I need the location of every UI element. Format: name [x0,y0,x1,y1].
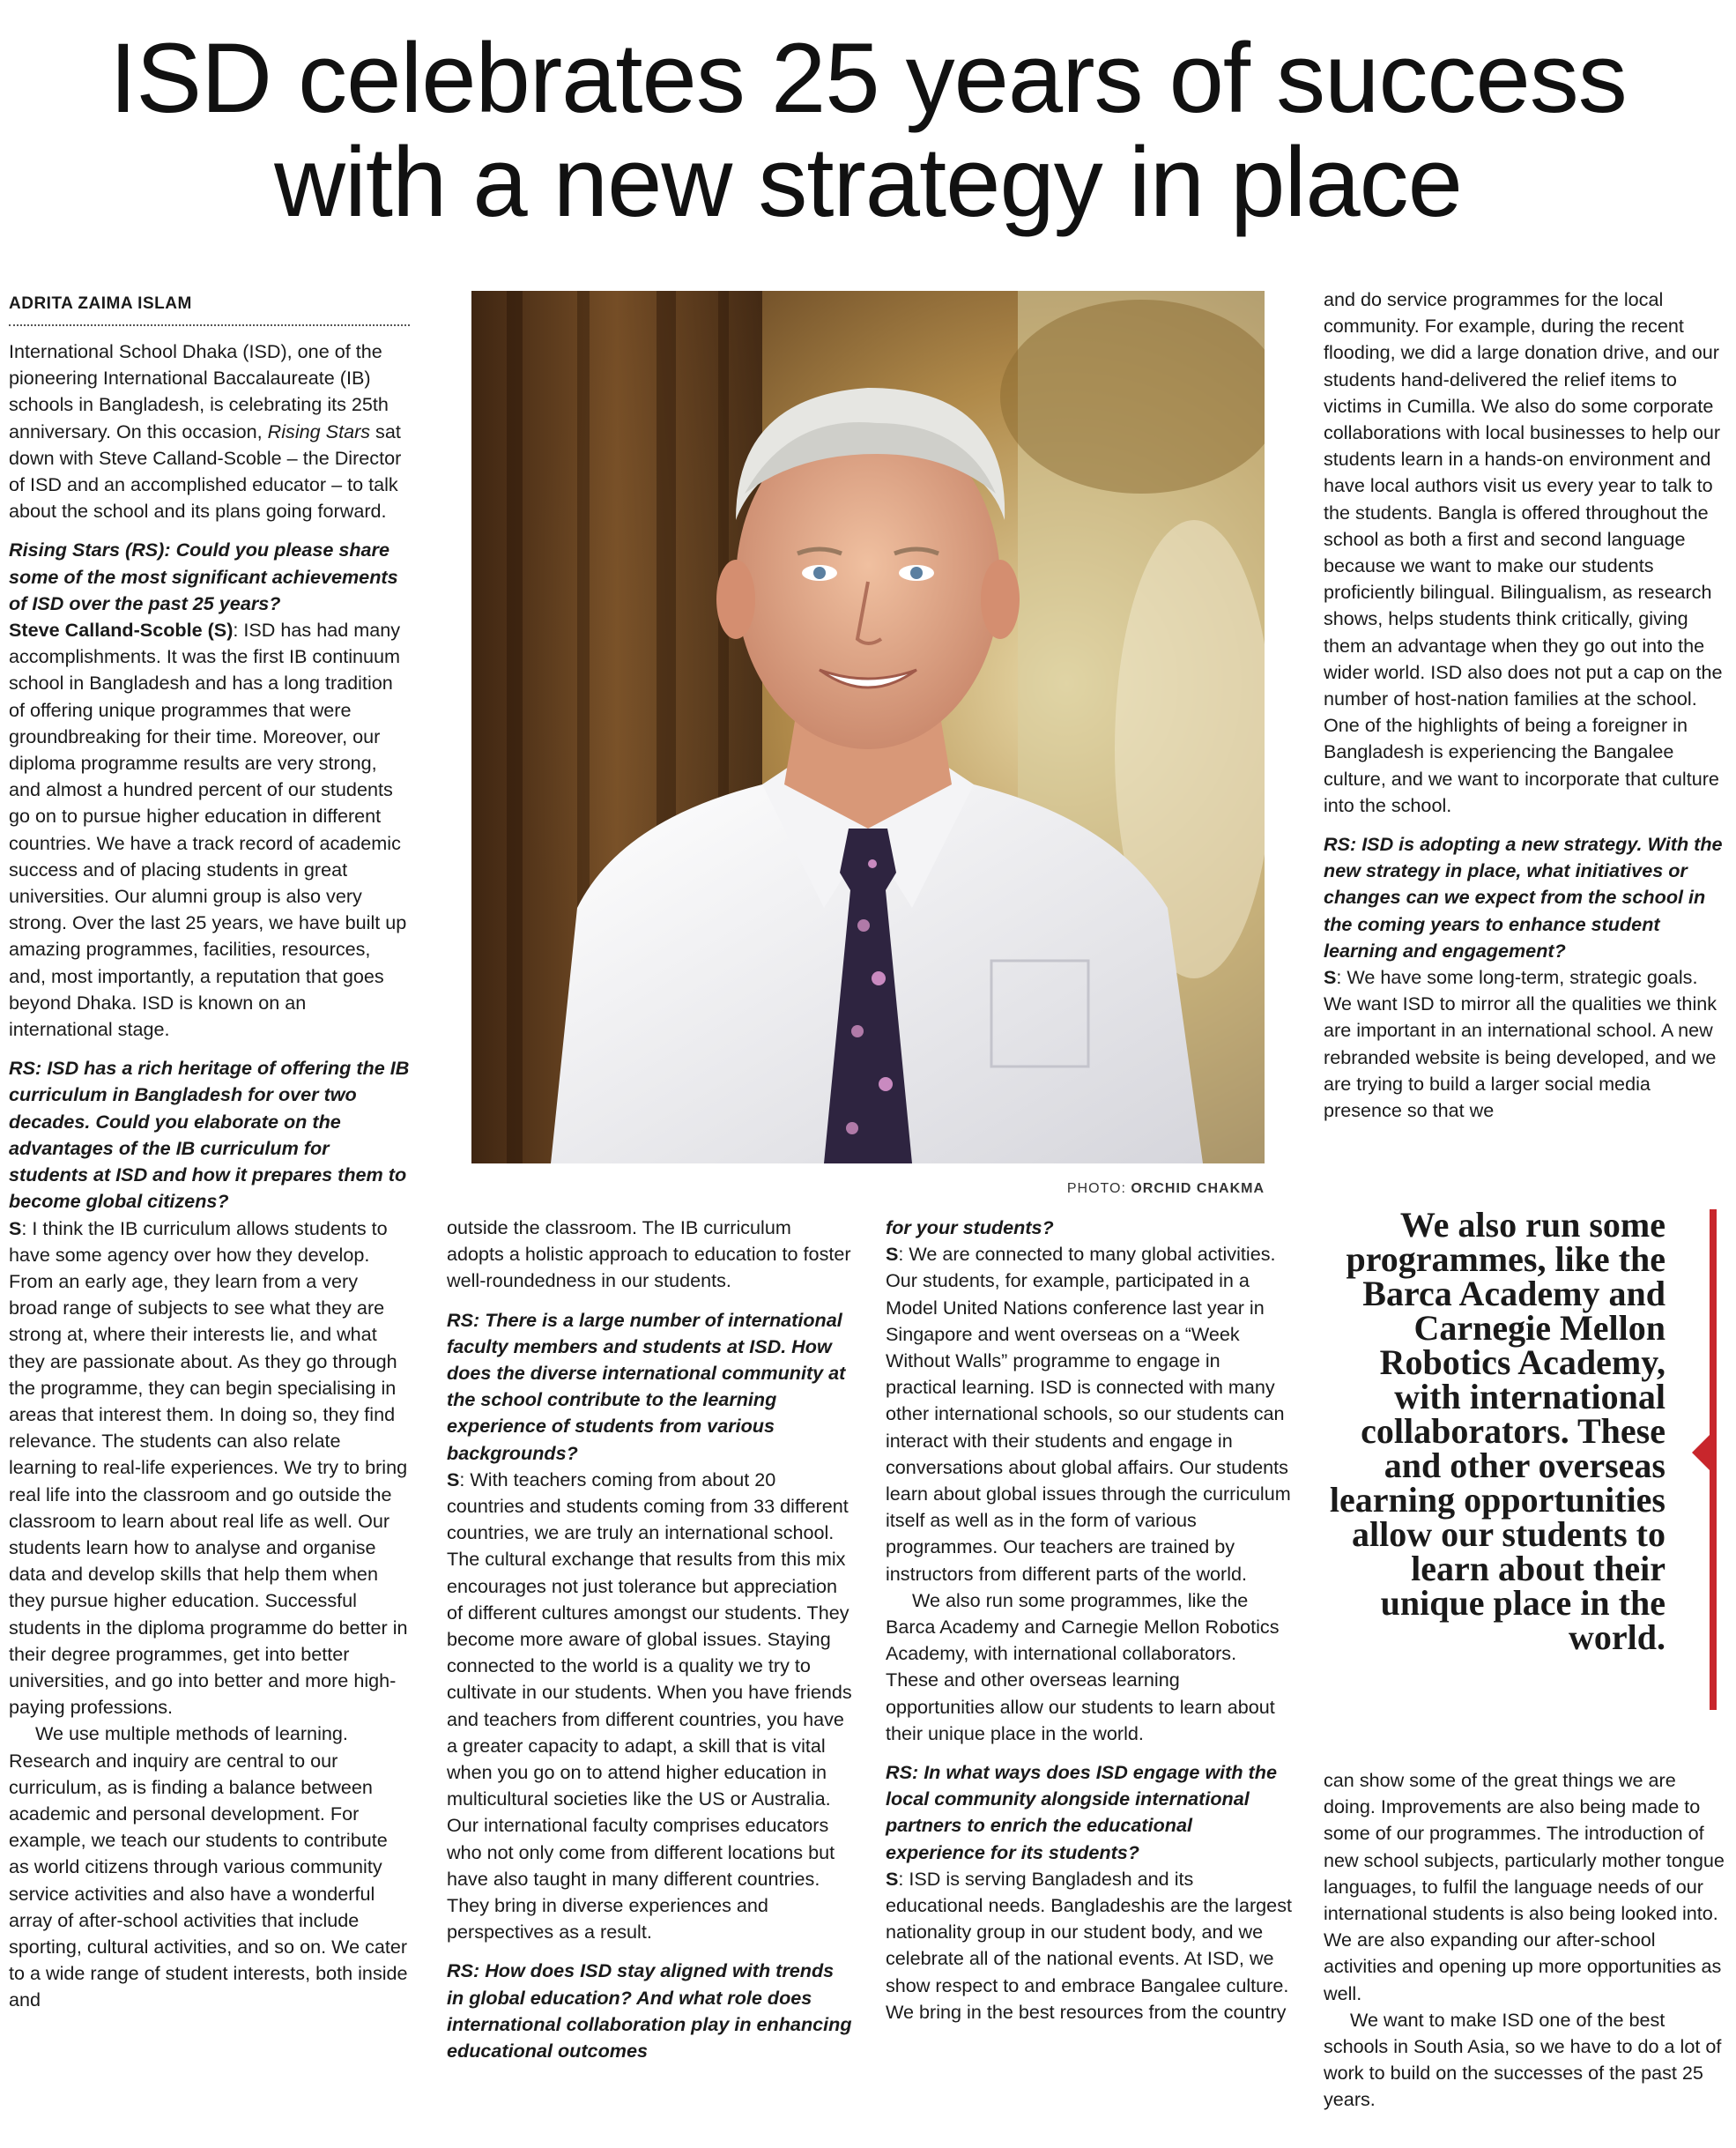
question-4: RS: How does ISD stay aligned with trends in global education? And what role does international collaboration play in enhancing educational outcomes [447,1959,852,2063]
question-6: RS: ISD is adopting a new strategy. With the new strategy in place, what initiatives or changes can we expect from the school in the coming years to enhance student learning and engagement? [1324,833,1723,962]
article-column-1 [9,293,410,2014]
headline-line-1: ISD celebrates 25 years of success [109,23,1627,133]
answer-1 [9,617,410,1043]
intro-text: International School Dhaka (ISD), one of the pioneering International Baccalaureate (IB) schools in Bangladesh, is celebrating its 25th anniversary. On this occasion, [9,340,389,442]
answer-5 [886,1866,1294,2025]
answer-1-text: : ISD has had many accomplishments. It was the first IB continuum school in Bangladesh and has a long tradition of offering unique programmes that were groundbreaking for their time. Moreover, our diploma programme results are very strong, and almost a hundred percent of our students go on to pursue higher education in different countries. We have a track record of academic success and of placing students in great universities. Our alumni group is also very strong. Over the last 25 years, we have built up amazing programmes, facilities, resources, and, most importantly, a reputation that goes beyond Dhaka. ISD is known on an international stage. [9,619,407,1041]
answer-3-text: : With teachers coming from about 20 countries and students coming from 33 different countries, we are truly an international school. The cultural exchange that results from this mix encourages not just tolerance but appreciation of different cultures amongst our students. They become more aware of global issues. Staying connected to the world is a quality we try to cultivate in our students. When you have friends and teachers from different countries, you have a greater capacity to adapt, a skill that is vital when you go on to attend higher education in multicultural societies like the US or Australia. Our international faculty comprises educators who not only come from different locations but have also taught in many different countries. They bring in diverse experiences and perspectives as a result. [447,1468,852,1944]
article-column-2 [447,1215,852,2064]
answer-6 [1324,964,1731,1124]
question-5: RS: In what ways does ISD engage with the local community alongside international partners to enrich the educational experience for its students? [886,1761,1277,1863]
speaker-label: S [886,1867,899,1890]
article-column-3 [886,1215,1294,2025]
answer-5-text: : ISD is serving Bangladesh and its educational needs. Bangladeshis are the largest nationality group in our student body, and we celebrate all of the national events. At ISD, we show respect to and embrace Bangalee culture. We bring in the best resources from the country [886,1867,1292,2023]
photo-credit [1031,1181,1265,1197]
headline-line-2: with a new strategy in place [274,127,1462,237]
photo-credit-prefix: PHOTO: [1066,1181,1131,1196]
question-3: RS: There is a large number of international faculty members and students at ISD. How does the diverse international community at the school contribute to the learning experience of students from various backgrounds? [447,1308,846,1464]
answer-2 [9,1215,410,1721]
speaker-label: S [9,1216,22,1239]
question-4-continued: for your students? [886,1216,1054,1238]
answer-4-continued: We also run some programmes, like the Barca Academy and Carnegie Mellon Robotics Academy, with international collaborators. These and other overseas learning opportunities allow our students to learn about their unique place in the world. [886,1588,1280,1744]
speaker-label: Steve Calland-Scoble (S) [9,619,234,642]
answer-2-text: : I think the IB curriculum allows students to have some agency over how they develop. From an early age, they learn from a very broad range of subjects to see what they are strong at, where their interests lie, and what they are passionate about. As they go through the programme, they can begin specialising in areas that interest them. In doing so, they find relevance. The students can also relate learning to real-life experiences. We try to bring real life into the classroom and go outside the classroom to learn about real life as well. Our students learn how to analyse and organise data and develop skills that help them when they pursue higher education. Successful students in the diploma programme do better in their degree programmes, get into better universities, and go into better and more high-paying professions. [9,1216,408,1719]
answer-6-continued: can show some of the great things we are doing. Improvements are also being made to some of our programmes. The introduction of new school subjects, particularly mother tongue languages, to fulfil the language needs of our international students is also being looked into. We are also expanding our after-school activities and opening up more opportunities as well. [1324,1769,1725,2004]
speaker-label: S [886,1243,899,1266]
headline [0,23,1736,237]
answer-4 [886,1241,1294,1587]
answer-3 [447,1467,852,1946]
answer-6-text: : We have some long-term, strategic goals. We want ISD to mirror all the qualities we think are important in an international school. A new rebranded website is being developed, and we are trying to build a larger social media presence so that we [1324,966,1717,1122]
question-1: Rising Stars (RS): Could you please share some of the most significant achievements of ISD over the past 25 years? [9,539,398,614]
portrait-illustration [471,291,1265,1163]
answer-2-conclusion: outside the classroom. The IB curriculum adopts a holistic approach to education to foster well-roundedness in our students. [447,1216,851,1292]
closing-paragraph: We want to make ISD one of the best schools in South Asia, so we have to do a lot of work to build on the successes of the past 25 years. [1324,2008,1722,2111]
publication-name: Rising Stars [267,420,371,442]
pull-quote: We also run some programmes, like the Barca Academy and Carnegie Mellon Robotics Academy, with international collaborators. These and other overseas learning opportunities allow our students to learn about their unique place in the world. [1329,1205,1666,1657]
intro-paragraph [9,338,410,524]
speaker-label: S [1324,966,1337,989]
article-column-4-top [1324,286,1731,1124]
photographer-name: ORCHID CHAKMA [1131,1181,1265,1196]
answer-4-text: : We are connected to many global activities. Our students, for example, participated in a Model United Nations conference last year in Singapore and went overseas on a “Week Without Walls” programme to engage in practical learning. ISD is connected with many other international schools, so our students can interact with their students and engage in conversations about global affairs. Our students learn about global issues through the curriculum itself as well as in the form of various programmes. Our teachers are trained by instructors from different parts of the world. [886,1243,1291,1585]
byline: ADRITA ZAIMA ISLAM [9,293,410,326]
pull-quote-accent-bar [1710,1209,1717,1710]
article-column-4-bottom [1324,1767,1731,2114]
portrait-photo [471,291,1265,1163]
speaker-label: S [447,1468,460,1490]
answer-5-continued: and do service programmes for the local community. For example, during the recent flooding, we did a large donation drive, and our students hand-delivered the relief items to victims in Cumilla. We also do some corporate collaborations with local businesses to help our students learn in a hands-on environment and have local authors visit us every year to talk to the students. Bangla is offered throughout the school as both a first and second language because we want to make our students proficiently bilingual. Bilingualism, as research shows, helps students think critically, giving them an advantage when they go out into the wider world. ISD also does not put a cap on the number of host-nation families at the school. One of the highlights of being a foreigner in Bangladesh is experiencing the Bangalee culture, and we want to incorporate that culture into the school. [1324,288,1723,816]
pull-quote-arrow-icon [1692,1435,1710,1470]
answer-2-continued: We use multiple methods of learning. Research and inquiry are central to our curriculum, as is finding a balance between academic and personal development. For example, we teach our students to contribute as world citizens through various community service activities and also have a wonderful array of after-school activities that include sporting, cultural activities, and so on. We cater to a wide range of student interests, both inside and [9,1722,408,2011]
intro-text-end: sat down with Steve Calland-Scoble – the Director of ISD and an accomplished educator – to talk about the school and its plans going forward. [9,420,402,523]
question-2: RS: ISD has a rich heritage of offering the IB curriculum in Bangladesh for over two decades. Could you elaborate on the advantages of the IB curriculum for students at ISD and how it prepares them to become global citizens? [9,1057,410,1213]
